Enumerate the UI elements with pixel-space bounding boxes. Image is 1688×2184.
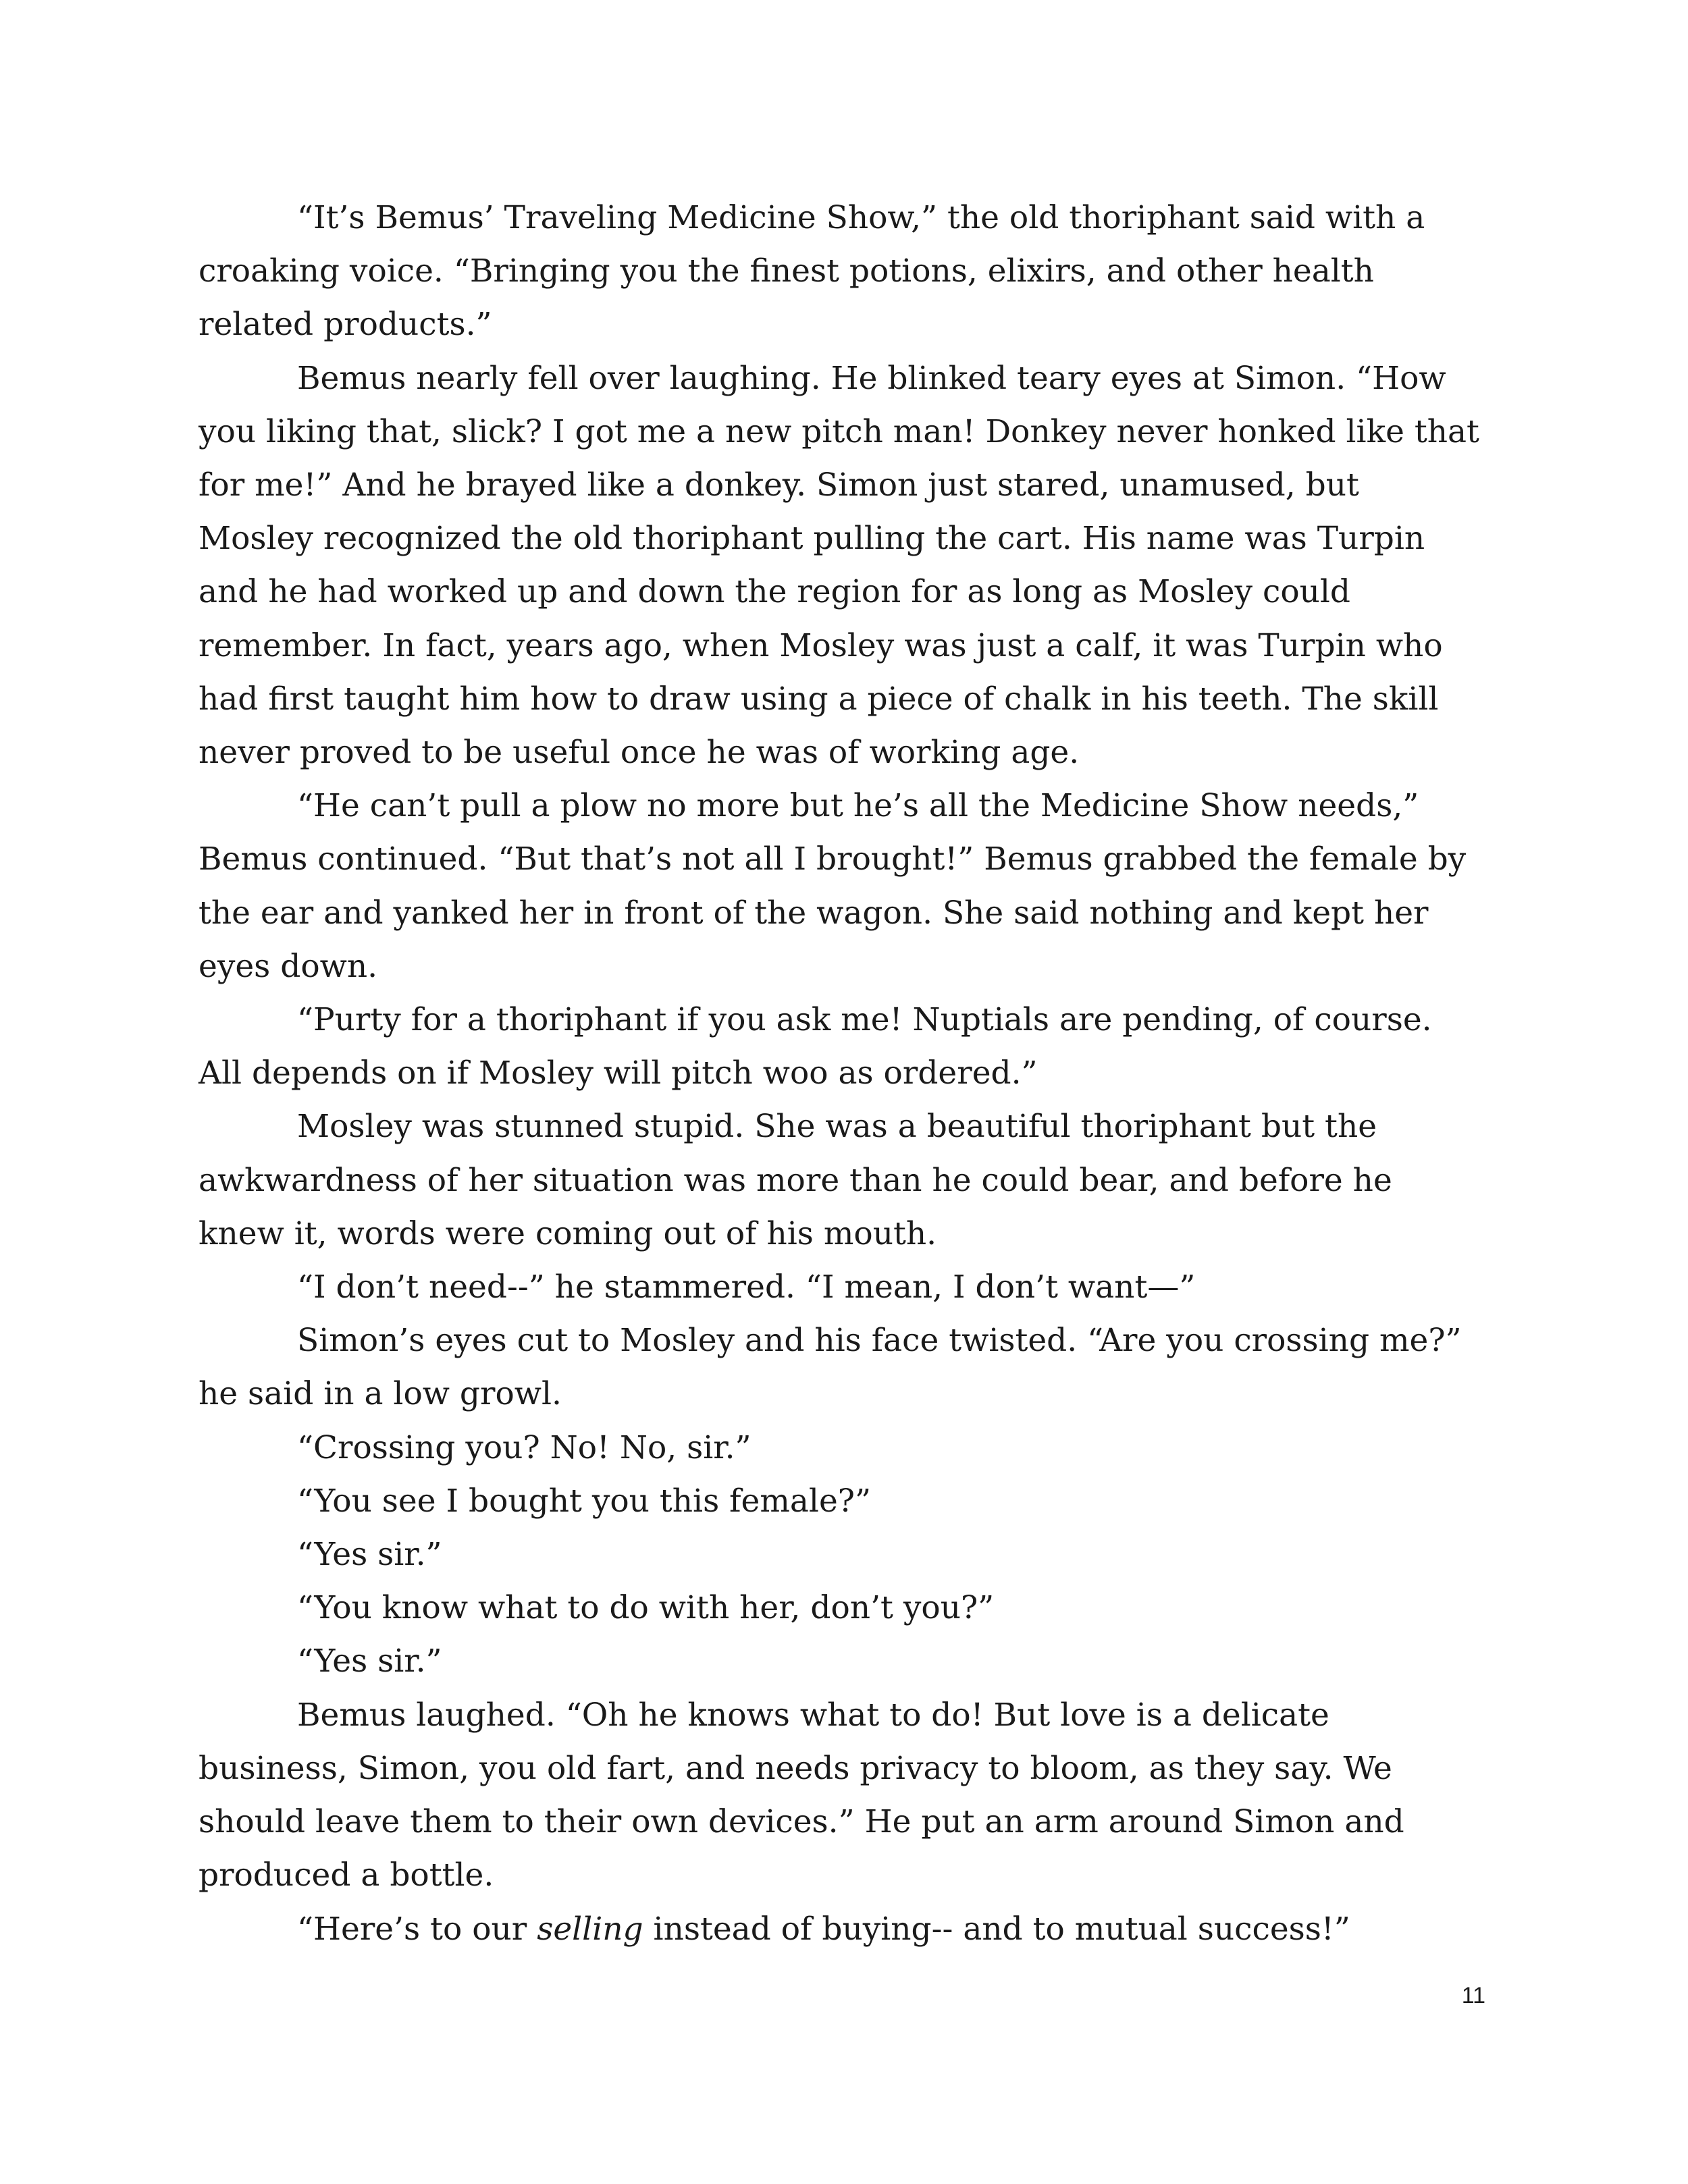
paragraph-14 — [199, 1902, 1481, 1956]
paragraph-7: Simon’s eyes cut to Mosley and his face twisted. “Are you crossing me?” he said in a low growl. — [199, 1322, 1462, 1413]
paragraph-4: “Purty for a thoriphant if you ask me! Nuptials are pending, of course. All depends on if Mosley will pitch woo as ordered.” — [199, 1001, 1432, 1092]
paragraph-9: “You see I bought you this female?” — [297, 1482, 871, 1520]
paragraph-14-start: “Here’s to our — [297, 1910, 537, 1948]
paragraph-5: Mosley was stunned stupid. She was a beautiful thoriphant but the awkwardness of her situation was more than he could bear, and before he knew it, words were coming out of his mouth. — [199, 1108, 1392, 1252]
page-number: 11 — [1461, 1983, 1485, 2008]
paragraph-6: “I don’t need--” he stammered. “I mean, I don’t want—” — [297, 1269, 1196, 1306]
body-text — [199, 191, 1481, 1956]
paragraph-3: “He can’t pull a plow no more but he’s all the Medicine Show needs,” Bemus continued. “But that’s not all I brought!” Bemus grabbed the female by the ear and yanked her in front of the wagon. She said nothing and kept her eyes down. — [199, 787, 1467, 985]
paragraph-2: Bemus nearly fell over laughing. He blinked teary eyes at Simon. “How you liking that, slick? I got me a new pitch man! Donkey never honked like that for me!” And he brayed like a donkey. Simon just stared, unamused, but Mosley recognized the old thoriphant pulling the cart. His name was Turpin and he had worked up and down the region for as long as Mosley could remember. In fact, years ago, when Mosley was just a calf, it was Turpin who had first taught him how to draw using a piece of chalk in his teeth. The skill never proved to be useful once he was of working age. — [199, 359, 1479, 772]
paragraph-8: “Crossing you? No! No, sir.” — [297, 1429, 751, 1466]
paragraph-14-end: instead of buying-- and to mutual success!” — [643, 1910, 1350, 1948]
paragraph-1: “It’s Bemus’ Traveling Medicine Show,” the old thoriphant said with a croaking voice. “Bringing you the finest potions, elixirs, and other health related products.” — [199, 199, 1425, 344]
emphasis-selling: selling — [537, 1910, 643, 1948]
paragraph-12: “Yes sir.” — [297, 1643, 442, 1680]
paragraph-13: Bemus laughed. “Oh he knows what to do! But love is a delicate business, Simon, you old fart, and needs privacy to bloom, as they say. We should leave them to their own devices.” He put an arm around Simon and produced a bottle. — [199, 1696, 1404, 1894]
paragraph-11: “You know what to do with her, don’t you?” — [297, 1589, 995, 1627]
paragraph-10: “Yes sir.” — [297, 1536, 442, 1574]
